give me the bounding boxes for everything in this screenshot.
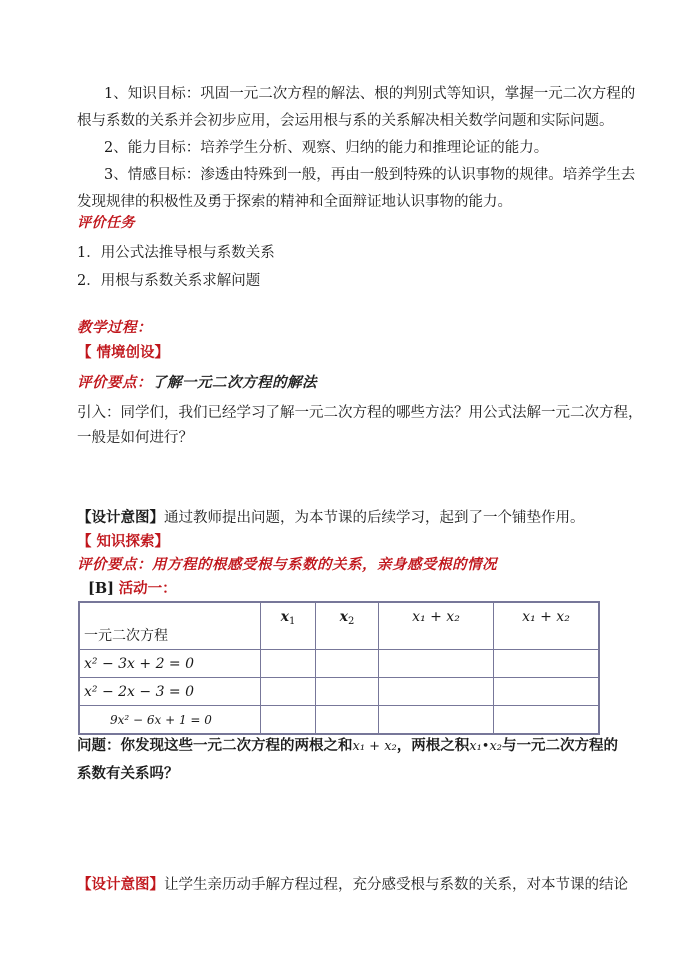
- design-intent-label: 【设计意图】: [77, 876, 164, 893]
- x2-cell: [316, 678, 379, 706]
- intro-line1: 引入：同学们，我们已经学习了解一元二次方程的哪些方法？用公式法解一元二次方程，: [77, 405, 643, 421]
- design-intent-text: 让学生亲历动手解方程过程，充分感受根与系数的关系，对本节课的结论: [164, 877, 628, 893]
- scene-heading: 【 情境创设】: [77, 344, 170, 361]
- sum-cell: [379, 678, 494, 706]
- task-item-1: 1．用公式法推导根与系数关系: [77, 245, 275, 261]
- evaluation-point-2: [77, 555, 497, 575]
- activity-title: 活动一：: [118, 580, 177, 597]
- sum-cell-2: [494, 650, 600, 678]
- process-heading: 教学过程：: [77, 320, 152, 336]
- table-row: [79, 706, 599, 735]
- sum-cell: [379, 706, 494, 735]
- table-row: [79, 650, 599, 678]
- table-row: [79, 678, 599, 706]
- x1-cell: [261, 706, 316, 735]
- tasks-heading: 评价任务: [77, 215, 135, 231]
- intro-line2: 一般是如何进行？: [77, 430, 193, 446]
- goal-knowledge-line1: 1、知识目标：巩固一元二次方程的解法、根的判别式等知识，掌握一元二次方程的: [104, 86, 636, 102]
- sum-cell: [379, 650, 494, 678]
- task-item-2: 2．用根与系数关系求解问题: [77, 273, 261, 289]
- goal-emotion-line1: 3、情感目标：渗透由特殊到一般，再由一般到特殊的认识事物的规律。培养学生去: [104, 167, 636, 183]
- x1-cell: [261, 678, 316, 706]
- evaluation-point-1: [77, 373, 317, 393]
- roots-table: [78, 601, 600, 735]
- header-x2: $x_2$: [316, 602, 379, 650]
- evaluation-point-text: 了解一元二次方程的解法: [152, 375, 317, 391]
- equation-cell: x² − 2x − 3 = 0: [79, 678, 261, 706]
- header-x1: $x_1$: [261, 602, 316, 650]
- header-sum: x₁ + x₂: [379, 602, 494, 650]
- evaluation-point-label: 评价要点：: [77, 375, 152, 391]
- activity-label: [88, 579, 177, 599]
- goal-knowledge-line2: 根与系数的关系并会初步应用，会运用根与系的关系解决相关数学问题和实际问题。: [77, 113, 614, 129]
- sum-cell-2: [494, 706, 600, 735]
- design-intent-text: 通过教师提出问题，为本节课的后续学习，起到了一个铺垫作用。: [164, 510, 585, 526]
- explore-heading: 【 知识探索】: [77, 533, 170, 550]
- design-intent-2: [77, 875, 628, 895]
- goal-ability: 2、能力目标：培养学生分析、观察、归纳的能力和推理论证的能力。: [104, 140, 549, 156]
- design-intent-1: [77, 508, 585, 528]
- sum-cell-2: [494, 678, 600, 706]
- x2-cell: [316, 650, 379, 678]
- goal-emotion-line2: 发现规律的积极性及勇于探索的精神和全面辩证地认识事物的能力。: [77, 194, 512, 210]
- equation-cell: 9x² − 6x + 1 = 0: [79, 706, 261, 735]
- x2-cell: [316, 706, 379, 735]
- question-line2: 系数有关系吗？: [77, 765, 179, 782]
- equation-cell: x² − 3x + 2 = 0: [79, 650, 261, 678]
- table-header-row: [79, 602, 599, 650]
- x1-cell: [261, 650, 316, 678]
- evaluation-point-label: 评价要点：: [77, 557, 152, 573]
- activity-tag: [B]: [88, 580, 114, 597]
- header-sum-2: x₁ + x₂: [494, 602, 600, 650]
- design-intent-label: 【设计意图】: [77, 509, 164, 526]
- question-line1: 问题：你发现这些一元二次方程的两根之和x₁ + x₂，两根之积x₁•x₂与一元二次方程的: [77, 737, 619, 754]
- evaluation-point-text: 用方程的根感受根与系数的关系，亲身感受根的情况: [152, 557, 497, 573]
- header-equation: 一元二次方程: [79, 602, 261, 650]
